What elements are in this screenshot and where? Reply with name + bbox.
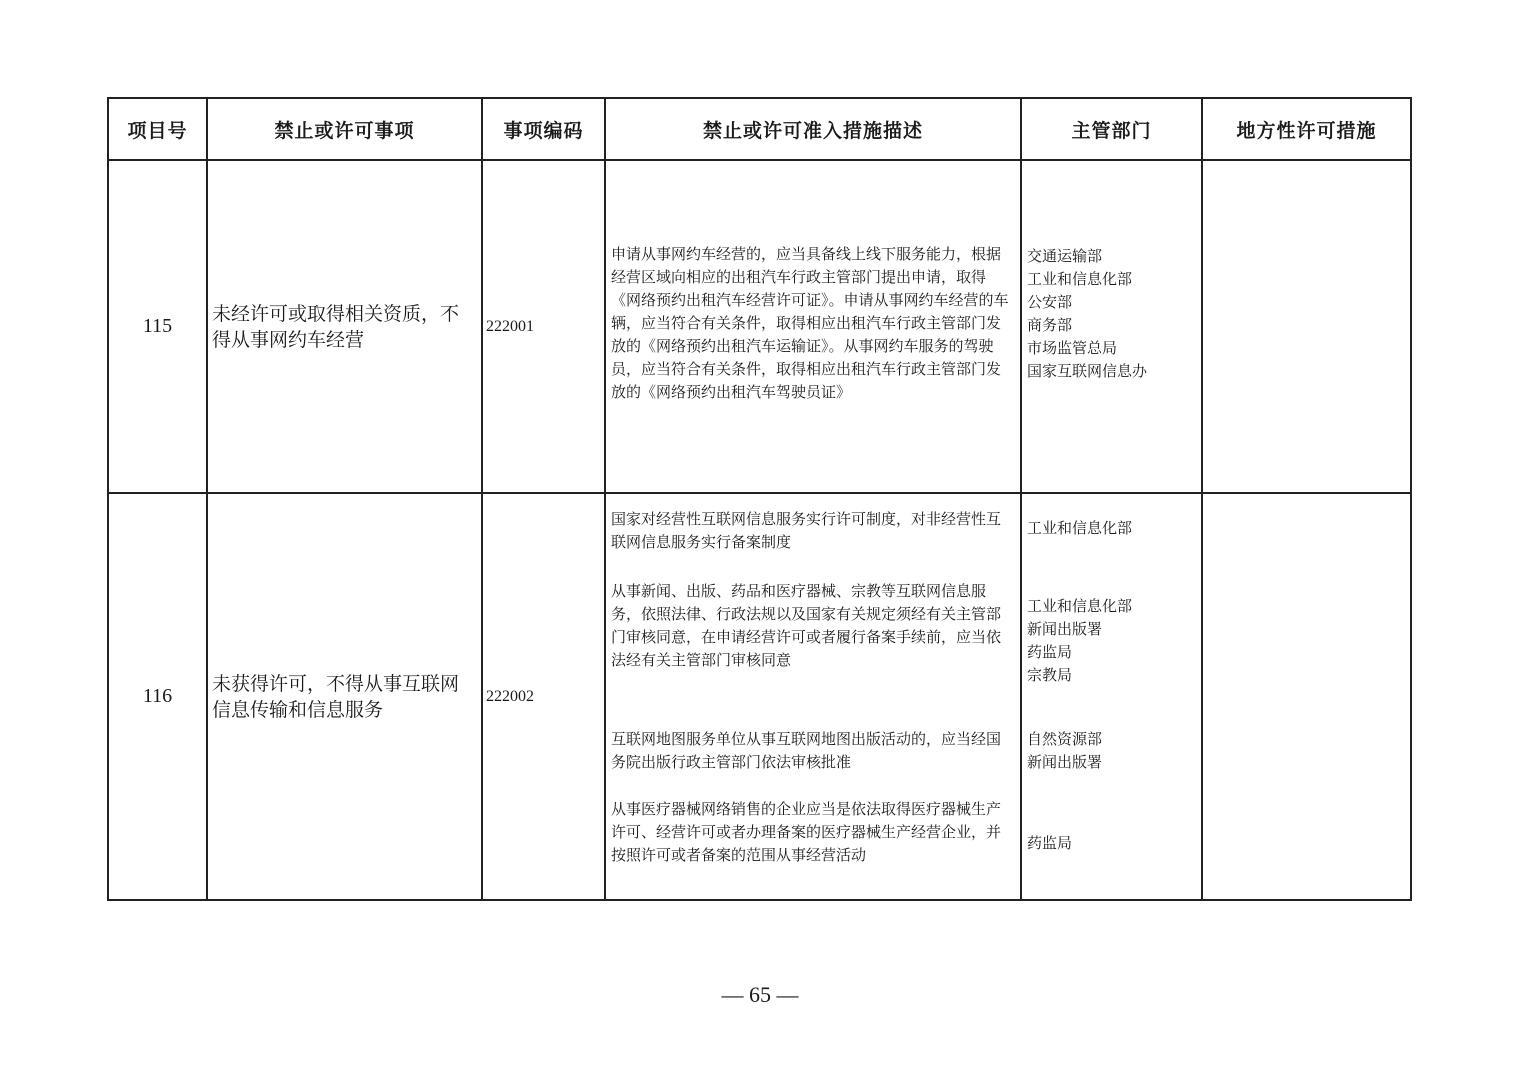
department-item: 工业和信息化部 <box>1027 269 1133 288</box>
department-group <box>1027 832 1072 855</box>
header-item-no: 项目号 <box>108 98 207 160</box>
table-row <box>108 160 1411 493</box>
row-description <box>605 493 1021 900</box>
department-item: 商务部 <box>1027 315 1073 334</box>
department-item: 药监局 <box>1027 643 1073 661</box>
row-description <box>605 160 1021 493</box>
row-local-measures <box>1202 493 1411 900</box>
description-stack <box>611 494 1010 899</box>
row-code: 222001 <box>482 160 605 493</box>
row-local-measures <box>1202 160 1411 493</box>
department-item: 新闻出版署 <box>1027 753 1103 771</box>
department-item: 新闻出版署 <box>1027 620 1103 638</box>
measure-description: 从事新闻、出版、药品和医疗器械、宗教等互联网信息服务，依照法律、行政法规以及国家有关规定须经有关主管部门审核同意，在申请经营许可或者履行备案手续前，应当依法经有关主管部门审核同意 <box>611 582 1002 669</box>
department-group <box>1027 595 1132 687</box>
department-group <box>1027 517 1132 540</box>
page-number: — 65 — <box>721 982 799 1007</box>
department-list <box>1027 245 1197 383</box>
department-item: 工业和信息化部 <box>1027 597 1133 615</box>
row-matter: 未经许可或取得相关资质，不得从事网约车经营 <box>207 160 482 493</box>
measure-description: 从事医疗器械网络销售的企业应当是依法取得医疗器械生产许可、经营许可或者办理备案的医疗器械生产经营企业，并按照许可或者备案的范围从事经营活动 <box>611 800 1002 864</box>
department-item: 公安部 <box>1027 292 1073 311</box>
row-id: 116 <box>108 493 207 900</box>
row-matter: 未获得许可，不得从事互联网信息传输和信息服务 <box>207 493 482 900</box>
department-group <box>1027 728 1102 774</box>
department-item: 工业和信息化部 <box>1027 519 1133 537</box>
header-local-measures: 地方性许可措施 <box>1202 98 1411 160</box>
department-item: 药监局 <box>1027 834 1073 852</box>
measure-description: 互联网地图服务单位从事互联网地图出版活动的，应当经国务院出版行政主管部门依法审核批准 <box>611 730 1002 771</box>
header-matter: 禁止或许可事项 <box>207 98 482 160</box>
row-departments <box>1021 160 1202 493</box>
table-row <box>108 493 1411 900</box>
department-item: 市场监管总局 <box>1027 338 1118 357</box>
department-item: 自然资源部 <box>1027 730 1103 748</box>
header-row <box>108 98 1411 160</box>
row-id: 115 <box>108 160 207 493</box>
department-item: 宗教局 <box>1027 666 1073 684</box>
header-code: 事项编码 <box>482 98 605 160</box>
department-stack <box>1027 494 1197 899</box>
row-code: 222002 <box>482 493 605 900</box>
department-item: 交通运输部 <box>1027 246 1103 265</box>
permit-table <box>107 97 1412 901</box>
department-item: 国家互联网信息办 <box>1027 361 1148 380</box>
header-description: 禁止或许可准入措施描述 <box>605 98 1021 160</box>
measure-description: 国家对经营性互联网信息服务实行许可制度，对非经营性互联网信息服务实行备案制度 <box>611 510 1002 551</box>
row-departments <box>1021 493 1202 900</box>
header-department: 主管部门 <box>1021 98 1202 160</box>
description-text: 申请从事网约车经营的，应当具备线上线下服务能力，根据经营区域向相应的出租汽车行政主管部门提出申请，取得《网络预约出租汽车经营许可证》。申请从事网约车经营的车辆，应当符合有关条件，取得相应出租汽车行政主管部门发放的《网络预约出租汽车运输证》。从事网约车服务的驾驶员，应当符合有关条件，取得相应出租汽车行政主管部门发放的《网络预约出租汽车驾驶员证》 <box>611 244 1009 401</box>
